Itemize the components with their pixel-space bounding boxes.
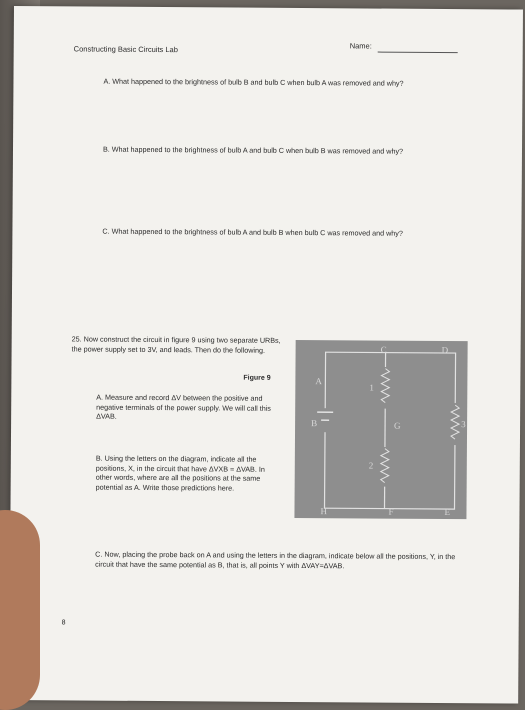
label-bulb-3: 3 bbox=[461, 419, 466, 429]
question-c: C. What happened to the brightness of bulb A and bulb B when bulb C was removed and why? bbox=[102, 227, 482, 239]
worksheet-page bbox=[9, 6, 523, 704]
name-field-line bbox=[378, 52, 458, 54]
name-label: Name: bbox=[350, 41, 372, 51]
label-b: B bbox=[311, 418, 317, 428]
question-b: B. What happened to the brightness of bulb A and bulb C when bulb B was removed and why? bbox=[103, 145, 483, 157]
figure-label: Figure 9 bbox=[243, 374, 270, 384]
label-d: D bbox=[442, 345, 449, 355]
circuit-svg bbox=[294, 340, 467, 519]
label-h: H bbox=[320, 506, 327, 516]
label-bulb-1: 1 bbox=[369, 382, 374, 392]
label-e: E bbox=[444, 507, 450, 517]
label-c: C bbox=[381, 345, 387, 355]
label-bulb-2: 2 bbox=[369, 460, 374, 470]
label-g: G bbox=[394, 421, 401, 431]
problem-25-part-c: C. Now, placing the probe back on A and using the letters in the diagram, indicate below all the positions, Y, in the circuit that have the same potential as B, that is, all points Y with ΔVAY=ΔVAB. bbox=[95, 550, 475, 572]
problem-25-text: 25. Now construct the circuit in figure 9 using two separate URBs, the power supply set to 3V, and leads. Then do the following. bbox=[72, 334, 292, 355]
page-number: 8 bbox=[62, 618, 66, 628]
problem-25-part-b: B. Using the letters on the diagram, indicate all the positions, X, in the circuit that have ΔVXB = ΔVAB. In other words, where are all the positions at the same potential as A. Write those predictions here. bbox=[96, 454, 281, 494]
label-a: A bbox=[315, 376, 322, 386]
circuit-diagram bbox=[294, 340, 467, 519]
label-f: F bbox=[388, 507, 393, 517]
problem-25-part-a: A. Measure and record ΔV between the positive and negative terminals of the power supply. We will call this ΔVAB. bbox=[96, 393, 281, 423]
question-a: A. What happened to the brightness of bulb B and bulb C when bulb A was removed and why? bbox=[103, 77, 483, 89]
thumb bbox=[0, 510, 40, 710]
page-title: Constructing Basic Circuits Lab bbox=[74, 44, 178, 54]
bulb-2-gap bbox=[379, 447, 391, 487]
